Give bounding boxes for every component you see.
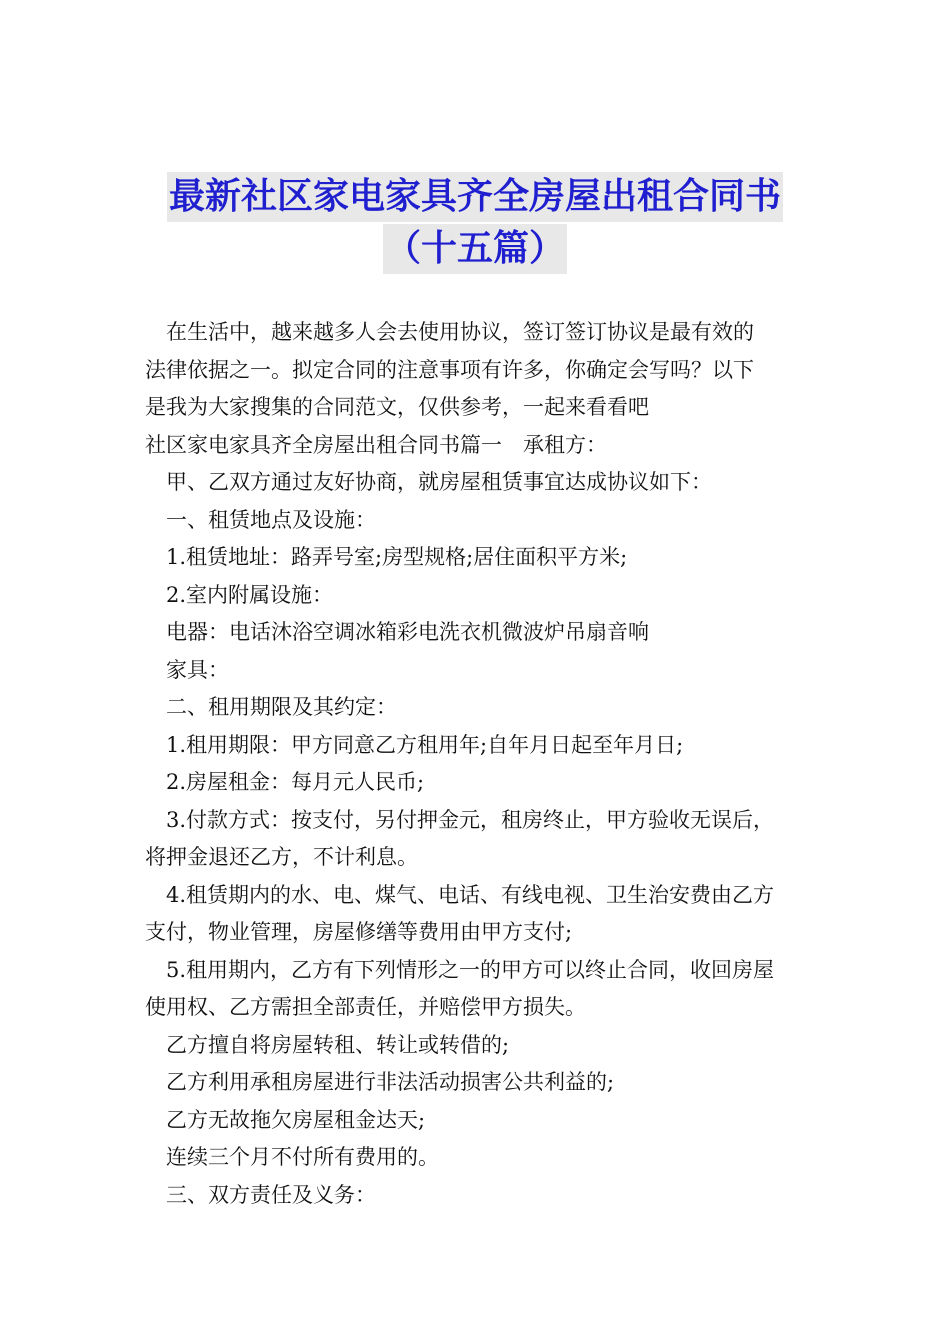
body-line: 甲、乙双方通过友好协商，就房屋租赁事宜达成协议如下： <box>166 470 712 494</box>
document-body <box>145 314 810 1214</box>
body-line: 4.租赁期内的水、电、煤气、电话、有线电视、卫生治安费由乙方 <box>166 882 775 907</box>
body-line: 将押金退还乙方，不计利息。 <box>145 845 418 869</box>
body-line: 2.房屋租金：每月元人民币; <box>166 770 425 794</box>
body-line: 5.租用期内，乙方有下列情形之一的甲方可以终止合同，收回房屋 <box>166 957 775 982</box>
body-line: 是我为大家搜集的合同范文，仅供参考，一起来看看吧 <box>145 395 649 419</box>
body-line: 乙方无故拖欠房屋租金达天; <box>166 1107 426 1132</box>
body-line: 1.租用期限：甲方同意乙方租用年;自年月日起至年月日; <box>166 732 684 757</box>
body-line: 支付，物业管理，房屋修缮等费用由甲方支付; <box>145 920 573 944</box>
body-line: 连续三个月不付所有费用的。 <box>166 1145 439 1169</box>
title-row-1 <box>0 172 950 224</box>
body-line: 乙方利用承租房屋进行非法活动损害公共利益的; <box>166 1070 615 1094</box>
body-line: 家具： <box>166 657 229 682</box>
body-line: 三、双方责任及义务： <box>166 1182 376 1207</box>
body-line: 二、租用期限及其约定： <box>166 695 397 719</box>
body-line: 乙方擅自将房屋转租、转让或转借的; <box>166 1032 510 1057</box>
document-title <box>0 172 950 276</box>
body-line: 电器：电话沐浴空调冰箱彩电洗衣机微波炉吊扇音响 <box>166 620 649 644</box>
title-line-1: 最新社区家电家具齐全房屋出租合同书 <box>167 172 783 222</box>
body-line: 法律依据之一。拟定合同的注意事项有许多，你确定会写吗？以下 <box>145 357 754 382</box>
body-line: 一、租赁地点及设施： <box>166 507 376 532</box>
title-row-2 <box>0 224 950 276</box>
body-line: 2.室内附属设施： <box>166 582 334 607</box>
body-line: 使用权、乙方需担全部责任，并赔偿甲方损失。 <box>145 995 586 1019</box>
body-line: 3.付款方式：按支付，另付押金元，租房终止，甲方验收无误后， <box>166 807 775 832</box>
title-line-2: （十五篇） <box>383 224 567 274</box>
body-line: 在生活中，越来越多人会去使用协议，签订签订协议是最有效的 <box>166 320 754 344</box>
body-line: 1.租赁地址：路弄号室;房型规格;居住面积平方米; <box>166 545 628 569</box>
body-line: 社区家电家具齐全房屋出租合同书篇一 承租方： <box>145 432 607 457</box>
